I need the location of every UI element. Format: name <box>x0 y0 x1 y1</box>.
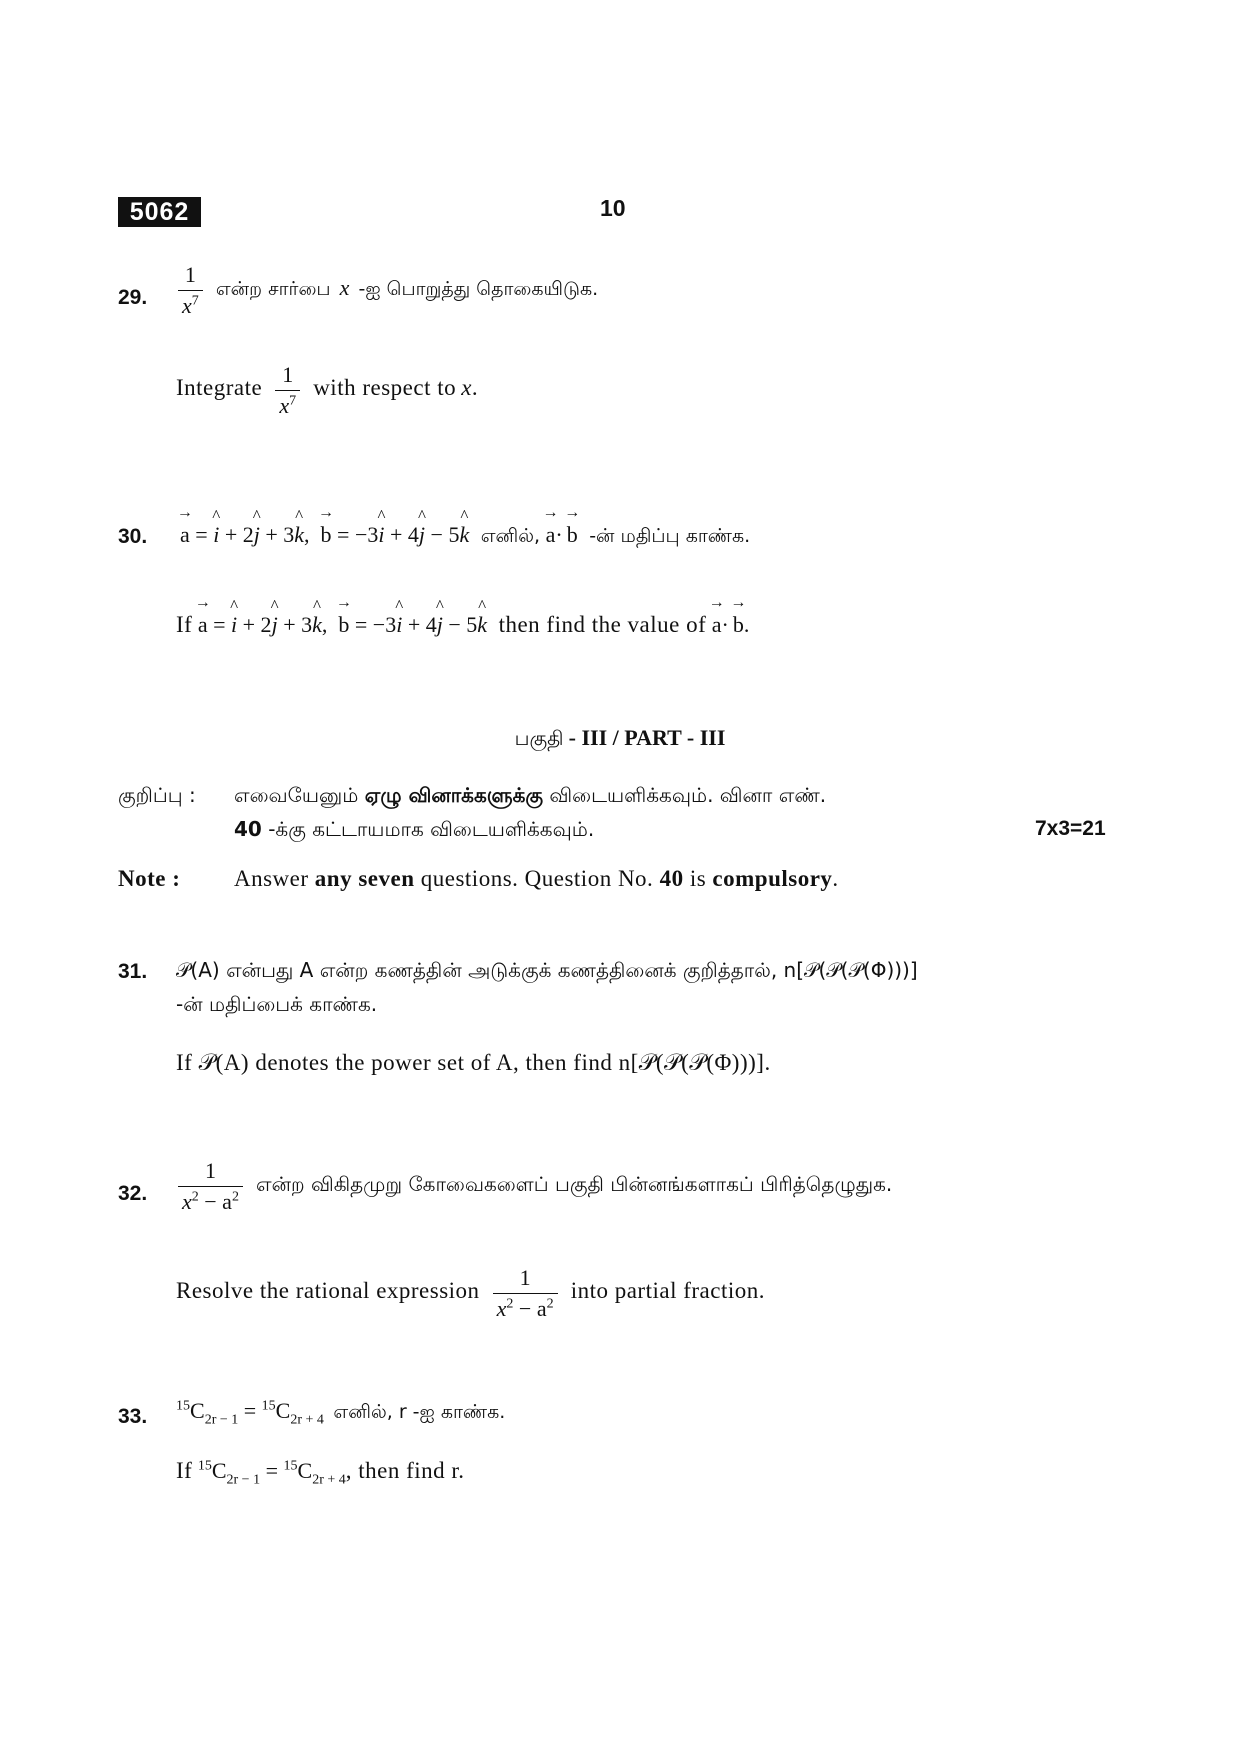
q32-en-fraction: $\frac{1}{x^2 - a^2}$ <box>493 1265 558 1322</box>
question-number-30: 30. <box>118 525 148 548</box>
question-32-tamil: $\frac{1}{x^2 - a^2}$ என்ற விகிதமுறு கோவைகளைப் பகுதி பின்னங்களாகப் பிரித்தெழுதுக. <box>178 1158 892 1215</box>
question-33-english: If $^{15}C_{2r - 1} = ^{15}C_{2r + 4}$, then find r. <box>176 1458 465 1488</box>
note-label-tamil: குறிப்பு : <box>118 783 196 807</box>
question-number-31: 31. <box>118 960 148 983</box>
question-29-english: Integrate $\frac{1}{x^7}$ with respect to x. <box>176 362 479 418</box>
question-number-32: 32. <box>118 1182 148 1205</box>
marks-allocation: 7x3=21 <box>1035 817 1106 840</box>
question-29-tamil: $\frac{1}{x^7}$ என்ற சார்பை x -ஐ பொறுத்து தொகையிடுக. <box>178 262 598 319</box>
question-31-english: If 𝒫(A) denotes the power set of A, then find n[𝒫(𝒫(𝒫(Φ)))]. <box>176 1050 771 1075</box>
question-33-tamil: $^{15}C_{2r - 1} = ^{15}C_{2r + 4}$ எனில், r -ஐ காண்க. <box>176 1398 506 1428</box>
q29-en-fraction: $\frac{1}{x^7}$ <box>275 362 300 419</box>
question-number-29: 29. <box>118 286 148 309</box>
paper-code-badge: 5062 <box>118 197 201 227</box>
q32-fraction: $\frac{1}{x^2 - a^2}$ <box>178 1158 243 1215</box>
question-32-english: Resolve the rational expression $\frac{1}{x^2 - a^2}$ into partial fraction. <box>176 1265 765 1321</box>
page-number: 10 <box>600 195 626 221</box>
q29-fraction: $\frac{1}{x^7}$ <box>178 262 203 319</box>
question-31-tamil-line-2: -ன் மதிப்பைக் காண்க. <box>176 992 378 1016</box>
note-english: Answer any seven questions. Question No. 40 is compulsory. <box>234 866 839 891</box>
question-30-tamil: → a = ^ i + 2^ j + 3^ k, → b = −3^ i + 4^ j − 5^ k எனில், → a·→ b -ன் மதிப்பு காண்க. <box>180 522 750 550</box>
note-tamil-line-1: எவையேனும் ஏழு வினாக்களுக்கு விடையளிக்கவும். வினா எண். <box>234 783 827 807</box>
question-number-33: 33. <box>118 1405 148 1428</box>
note-tamil-line-2: 40 -க்கு கட்டாயமாக விடையளிக்கவும். <box>234 817 595 841</box>
part-three-heading: பகுதி - III / PART - III <box>514 725 726 750</box>
note-label-english: Note : <box>118 866 181 891</box>
question-30-english: If → a = ^ i + 2^ j + 3^ k, → b = −3^ i + 4^ j − 5^ k then find the value of → a·→ b. <box>176 612 749 638</box>
question-31-tamil-line-1: 𝒫(A) என்பது A என்ற கணத்தின் அடுக்குக் கணத்தினைக் குறித்தால், n[𝒫(𝒫(𝒫(Φ)))] <box>176 958 918 982</box>
